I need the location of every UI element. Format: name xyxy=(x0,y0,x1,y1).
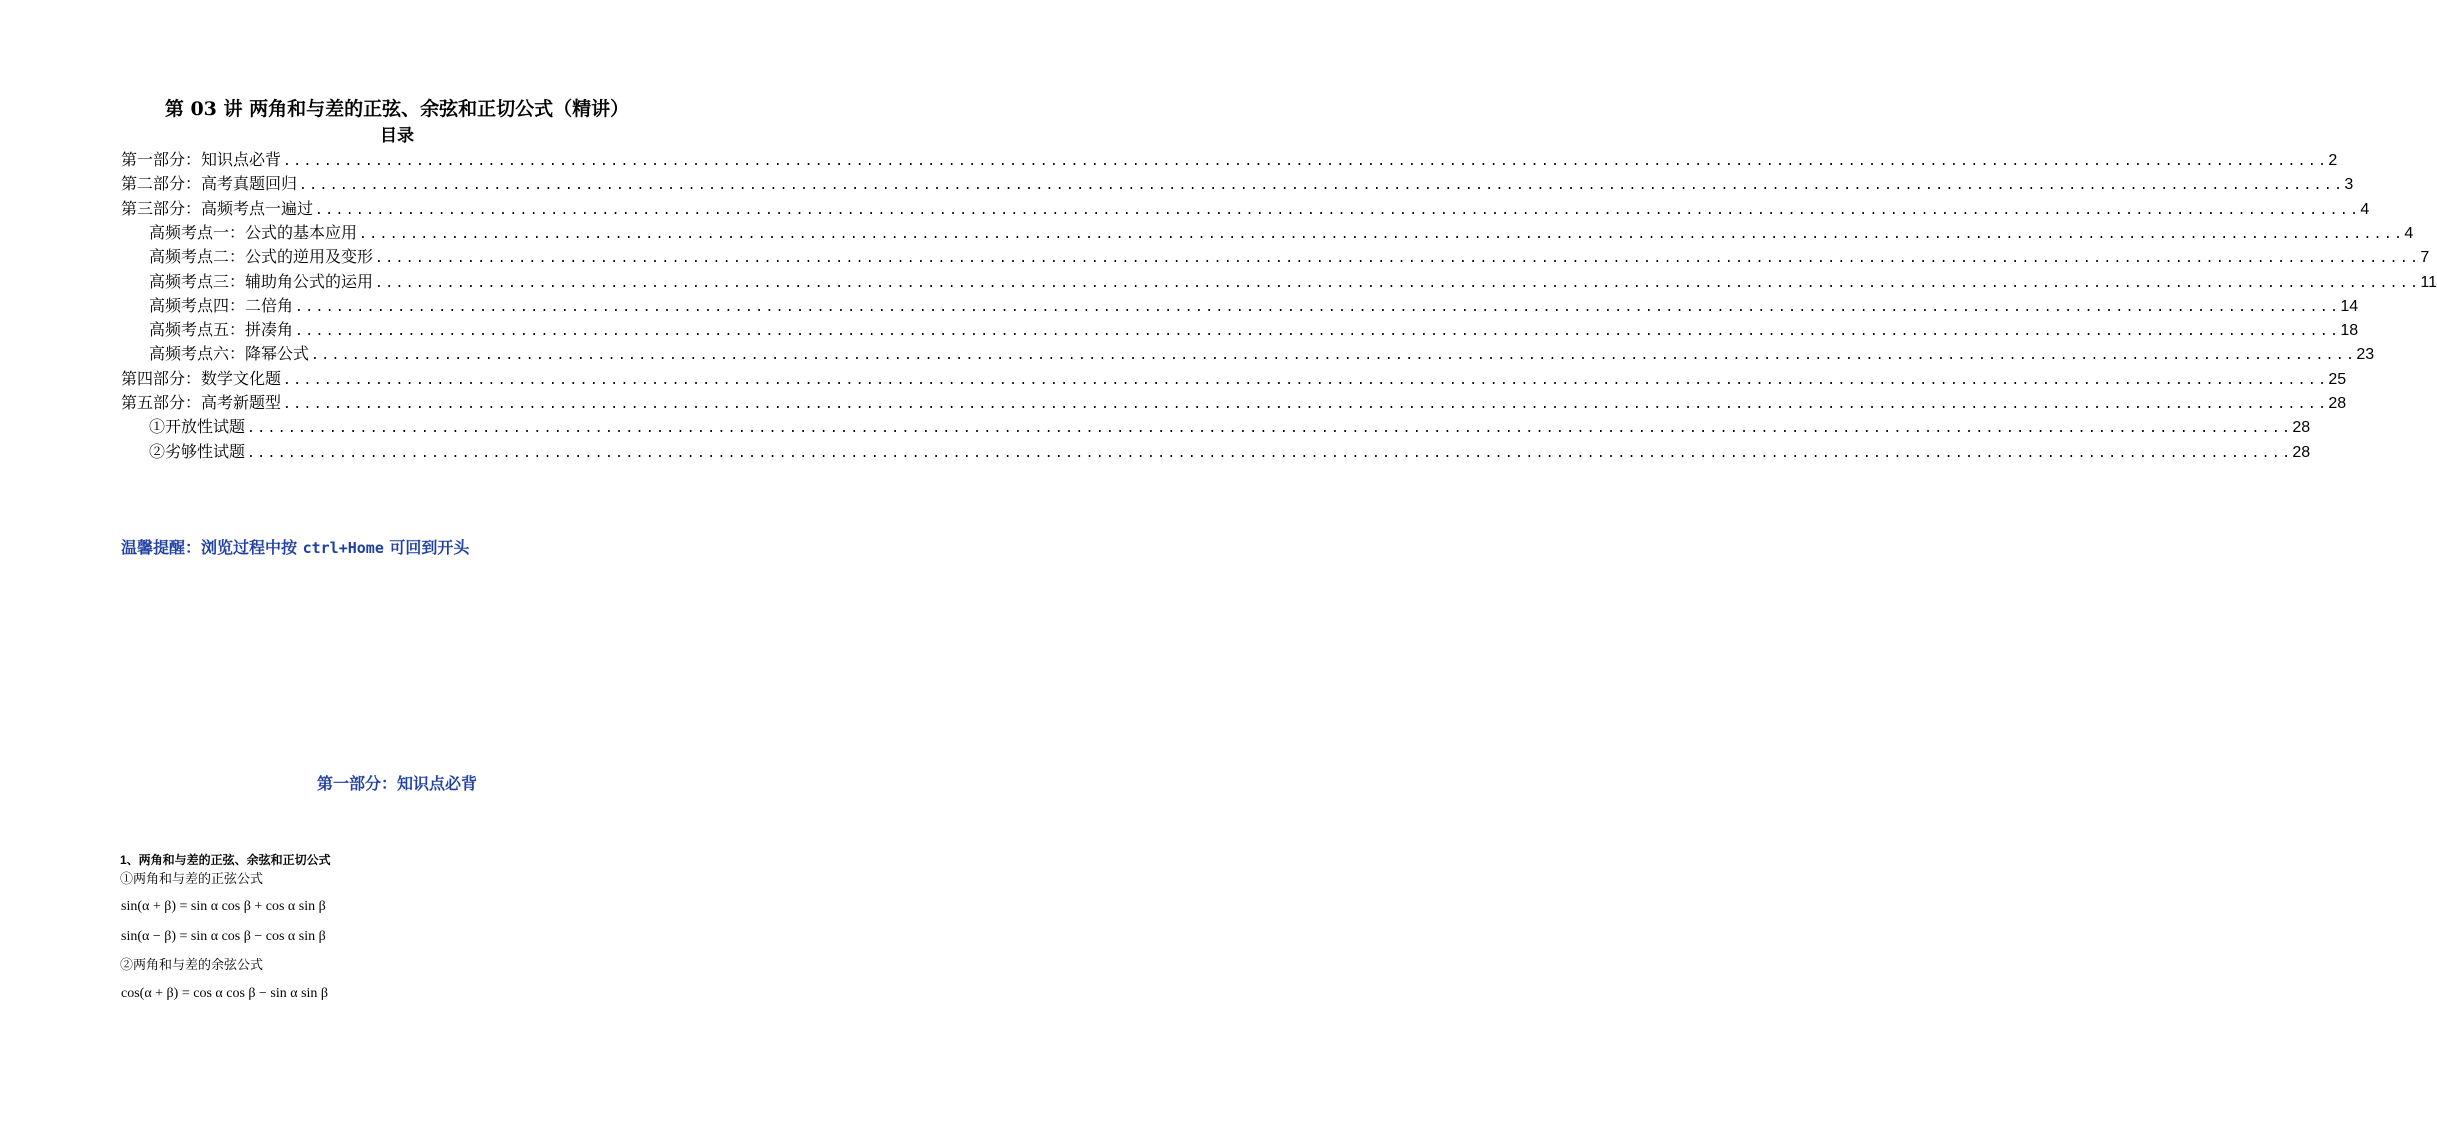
document-title: 第 03 讲 两角和与差的正弦、余弦和正切公式（精讲） xyxy=(164,98,630,120)
toc-dot-leader: ........................................................................................................................................................................................................ xyxy=(295,324,2341,340)
toc-entry-label: 第五部分：高考新题型 xyxy=(121,393,282,412)
toc-entry-label: 高频考点六：降幂公式 xyxy=(149,344,310,364)
toc-entry-page: 28 xyxy=(2292,443,2311,461)
toc-entry[interactable] xyxy=(149,318,2359,342)
toc-dot-leader: ........................................................................................................................................................................................................ xyxy=(283,397,2329,412)
toc-entry-label: ②劣够性试题 xyxy=(149,441,246,461)
toc-entry-label: 高频考点四：二倍角 xyxy=(149,295,294,315)
toc-entry-page: 7 xyxy=(2420,249,2430,267)
toc-dot-leader: ........................................................................................................................................................................................................ xyxy=(247,421,2293,437)
toc-dot-leader: ........................................................................................................................................................................................................ xyxy=(283,372,2329,388)
cosine-formula-heading: ②两角和与差的余弦公式 xyxy=(120,958,264,973)
toc-entry-label: 第一部分：知识点必背 xyxy=(121,150,282,169)
toc-dot-leader: ........................................................................................................................................................................................................ xyxy=(375,251,2421,267)
toc-dot-leader: ........................................................................................................................................................................................................ xyxy=(315,202,2361,218)
toc-dot-leader: ........................................................................................................................................................................................................ xyxy=(295,299,2341,315)
toc-entry[interactable] xyxy=(149,221,2414,245)
toc-entry-page: 2 xyxy=(2328,152,2338,169)
sine-formula-heading: ①两角和与差的正弦公式 xyxy=(120,872,264,887)
toc-entry-page: 28 xyxy=(2328,395,2347,412)
reminder-suffix: 可回到开头 xyxy=(383,538,470,557)
toc-entry[interactable] xyxy=(121,148,2338,172)
formula-cos-sum: cos(α + β) = cos α cos β − sin α sin β xyxy=(121,986,329,1001)
toc-entry[interactable] xyxy=(121,367,2347,391)
toc-entry-page: 4 xyxy=(2360,200,2370,218)
toc-entry-label: 第四部分：数学文化题 xyxy=(121,368,282,388)
toc-entry[interactable] xyxy=(149,270,2437,294)
toc-entry-page: 14 xyxy=(2340,297,2359,315)
reminder-note xyxy=(121,536,469,560)
toc-entry[interactable] xyxy=(149,245,2430,269)
formula-sin-sum: sin(α + β) = sin α cos β + cos α sin β xyxy=(121,899,326,914)
toc-dot-leader: ........................................................................................................................................................................................................ xyxy=(247,445,2293,461)
toc-entry[interactable] xyxy=(121,172,2354,196)
toc-entry-label: ①开放性试题 xyxy=(149,417,246,437)
toc-entry[interactable] xyxy=(149,440,2311,464)
toc-dot-leader: ........................................................................................................................................................................................................ xyxy=(299,178,2345,194)
toc-entry-label: 高频考点一：公式的基本应用 xyxy=(149,222,358,242)
toc-dot-leader: ........................................................................................................................................................................................................ xyxy=(311,348,2357,364)
toc-entry-page: 11 xyxy=(2420,273,2437,291)
toc-entry-page: 4 xyxy=(2404,224,2414,242)
toc-entry-page: 23 xyxy=(2356,346,2375,364)
toc-entry-label: 高频考点三：辅助角公式的运用 xyxy=(149,271,374,291)
toc-entry-label: 第二部分：高考真题回归 xyxy=(121,174,298,194)
toc-entry[interactable] xyxy=(121,391,2347,415)
toc-entry[interactable] xyxy=(149,415,2311,439)
toc-dot-leader: ........................................................................................................................................................................................................ xyxy=(283,154,2329,169)
toc-entry-label: 高频考点二：公式的逆用及变形 xyxy=(149,247,374,267)
toc-entry[interactable] xyxy=(121,197,2370,221)
toc-entry-label: 第三部分：高频考点一遍过 xyxy=(121,198,314,218)
toc-dot-leader: ........................................................................................................................................................................................................ xyxy=(375,275,2421,291)
toc-entry-page: 3 xyxy=(2344,176,2354,194)
reminder-prefix: 温馨提醒：浏览过程中按 xyxy=(121,538,303,557)
toc-entry-page: 28 xyxy=(2292,419,2311,437)
toc-entry-page: 25 xyxy=(2328,370,2347,388)
toc-entry[interactable] xyxy=(149,342,2375,366)
toc-entry[interactable] xyxy=(149,294,2359,318)
section-heading: 第一部分：知识点必背 xyxy=(316,774,477,793)
subsection-title: 1、两角和与差的正弦、余弦和正切公式 xyxy=(120,853,331,867)
toc-dot-leader: ........................................................................................................................................................................................................ xyxy=(359,226,2405,242)
reminder-keys: ctrl+Home xyxy=(302,539,384,557)
toc-entry-label: 高频考点五：拼凑角 xyxy=(149,320,294,340)
toc-heading: 目录 xyxy=(380,126,414,146)
formula-sin-diff: sin(α − β) = sin α cos β − cos α sin β xyxy=(121,929,326,944)
toc-entry-page: 18 xyxy=(2340,322,2359,340)
